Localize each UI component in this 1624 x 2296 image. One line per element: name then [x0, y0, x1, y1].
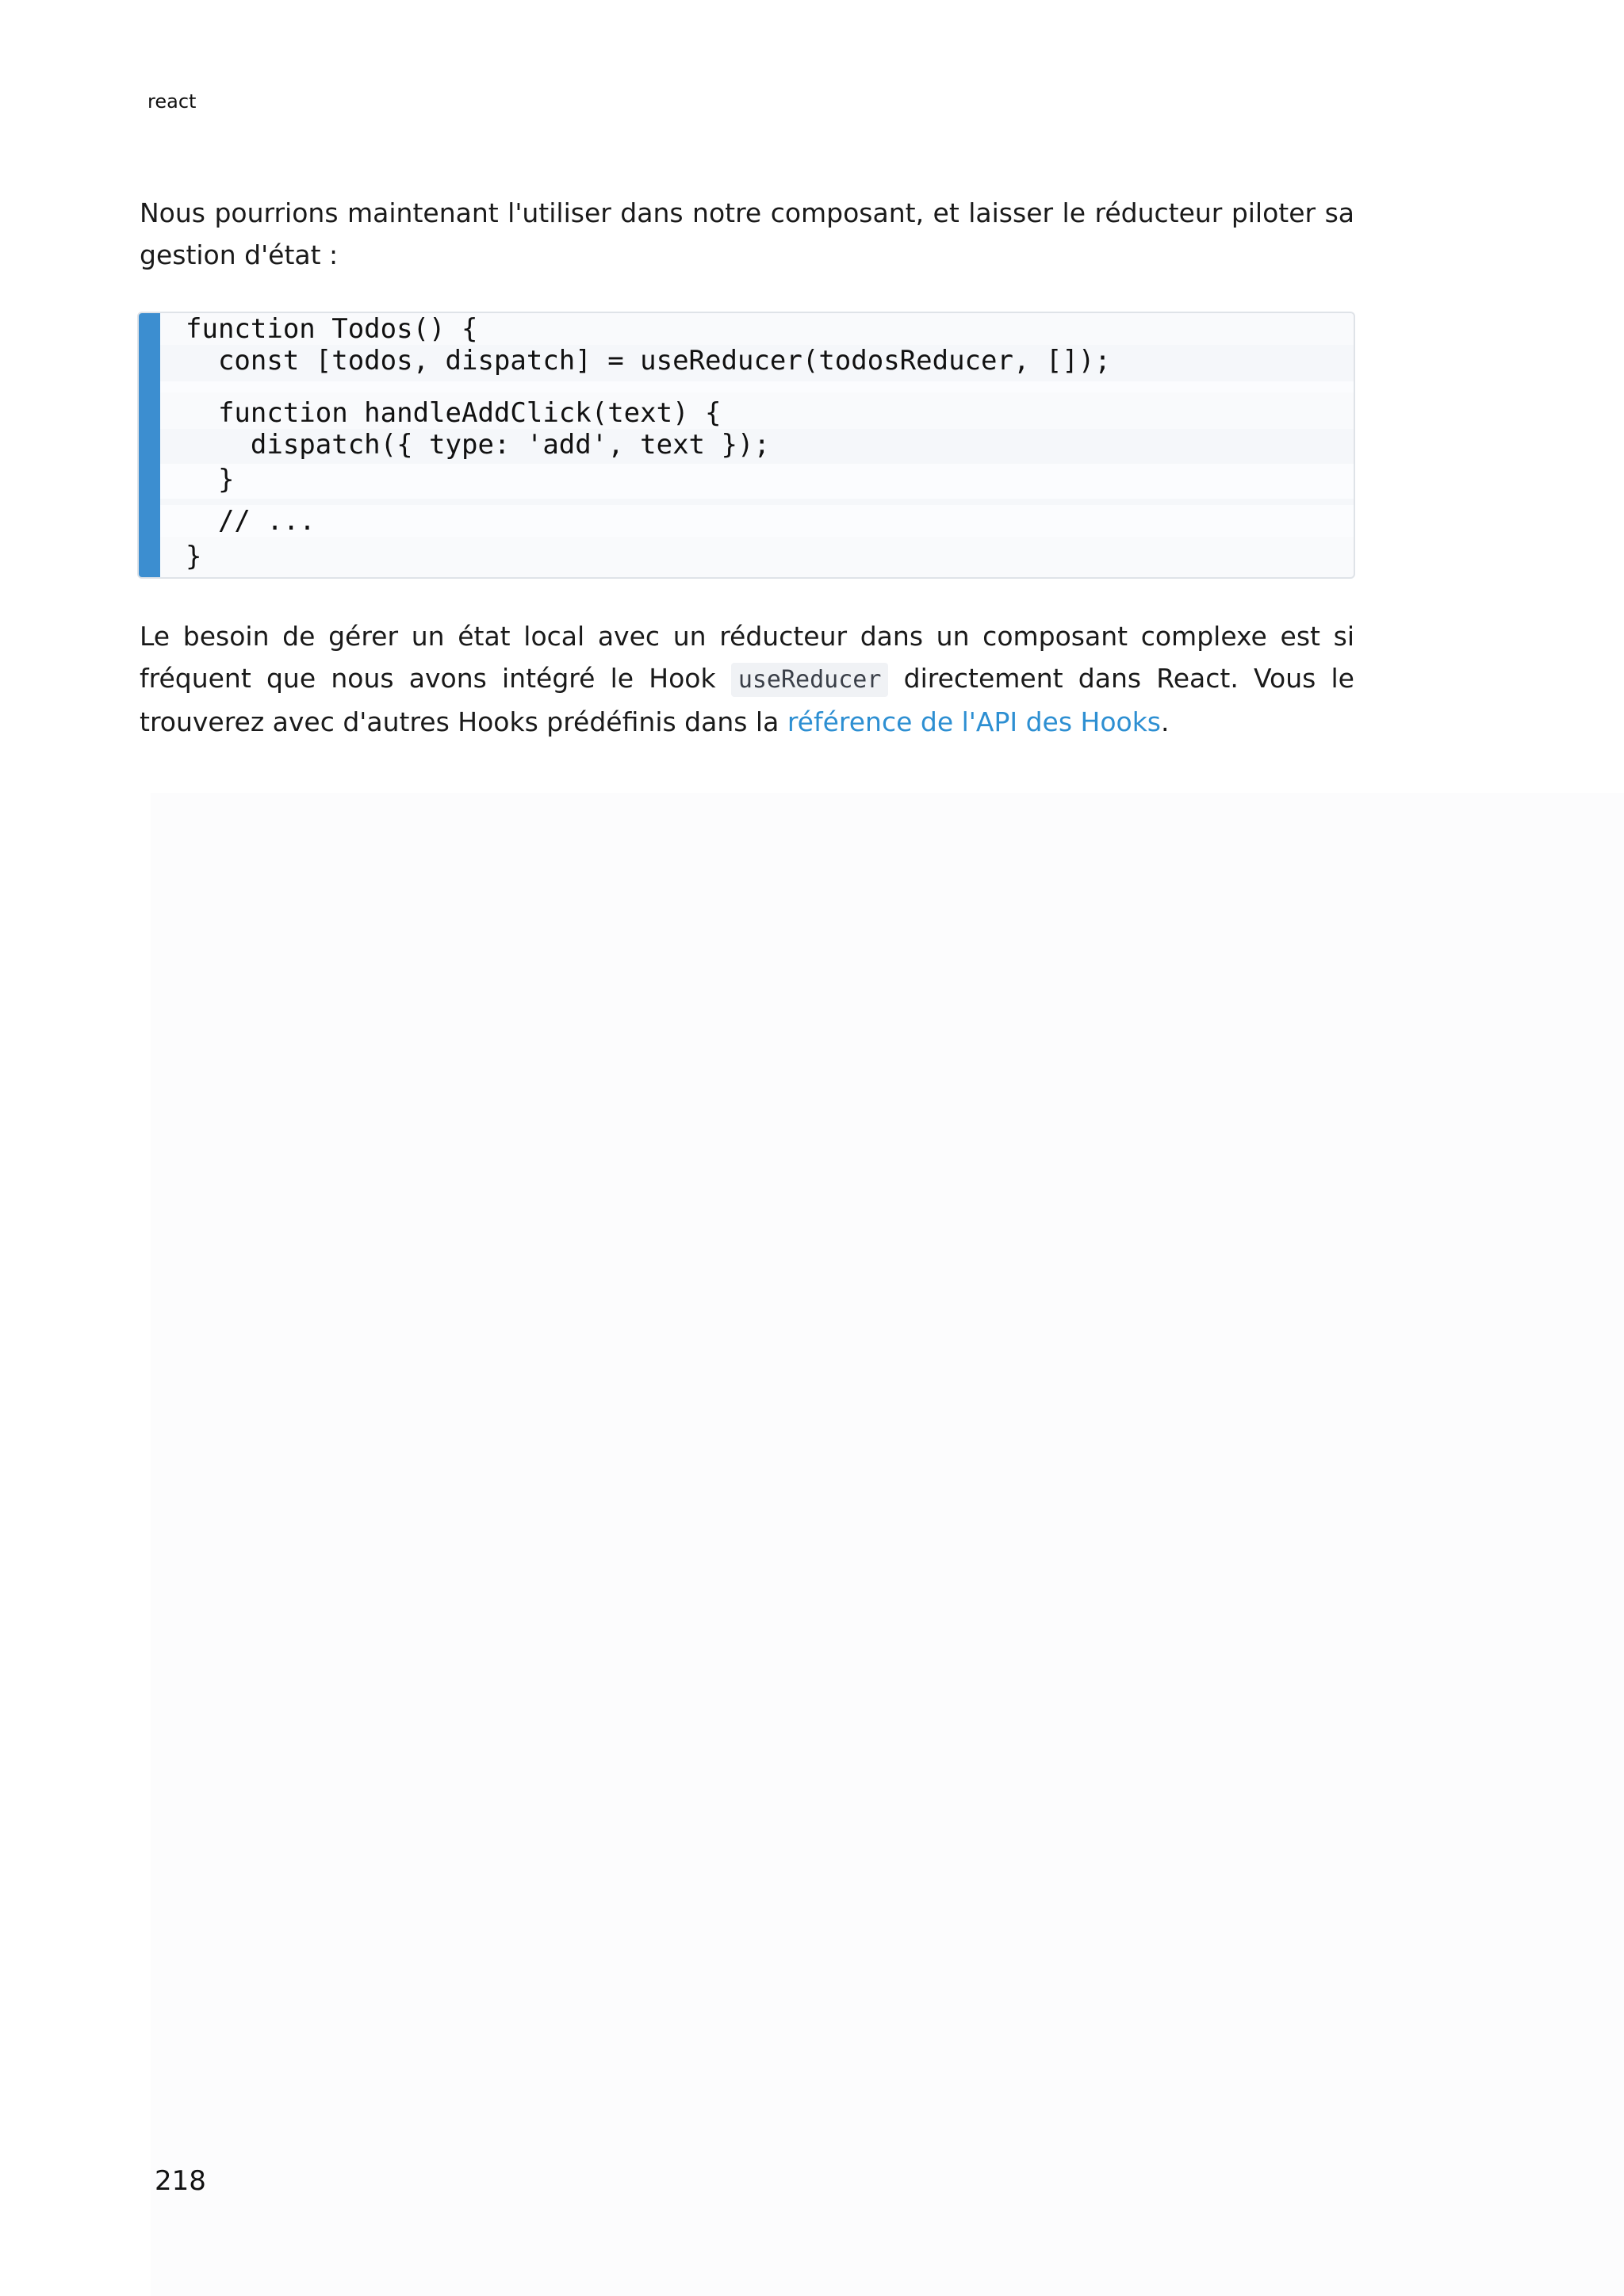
hooks-api-reference-link[interactable]: référence de l'API des Hooks: [787, 706, 1161, 737]
code-block: [137, 312, 1355, 579]
code-line: function Todos() {: [186, 313, 478, 345]
code-line: [160, 381, 1354, 392]
code-lines: [160, 313, 1354, 577]
running-header: react: [147, 90, 197, 113]
code-accent-bar: [139, 313, 160, 577]
code-line: const [todos, dispatch] = useReducer(todosReducer, []);: [160, 345, 1354, 381]
code-line: function handleAddClick(text) {: [186, 397, 722, 429]
code-line: // ...: [160, 505, 1354, 537]
intro-paragraph: Nous pourrions maintenant l'utiliser dans notre composant, et laisser le réducteur piloter sa gestion d'état :: [140, 197, 1354, 270]
code-line: }: [186, 541, 202, 572]
page-number: 218: [155, 2165, 206, 2197]
page-background: [151, 793, 1624, 2296]
outro-text-start: Le besoin de gérer un état local avec un réducteur dans un composant complexe est si fréquent que nous avons intégré le Hook: [140, 621, 1354, 694]
inline-code-usereducer: useReducer: [731, 663, 889, 697]
code-line: dispatch({ type: 'add', text });: [160, 429, 1354, 464]
outro-paragraph: [140, 615, 1354, 743]
outro-text-middle: directement dans React. Vous le trouverez avec d'autres Hooks prédéfinis dans la: [140, 663, 1354, 737]
outro-text-end: .: [1161, 706, 1170, 737]
code-line: }: [160, 464, 1354, 499]
